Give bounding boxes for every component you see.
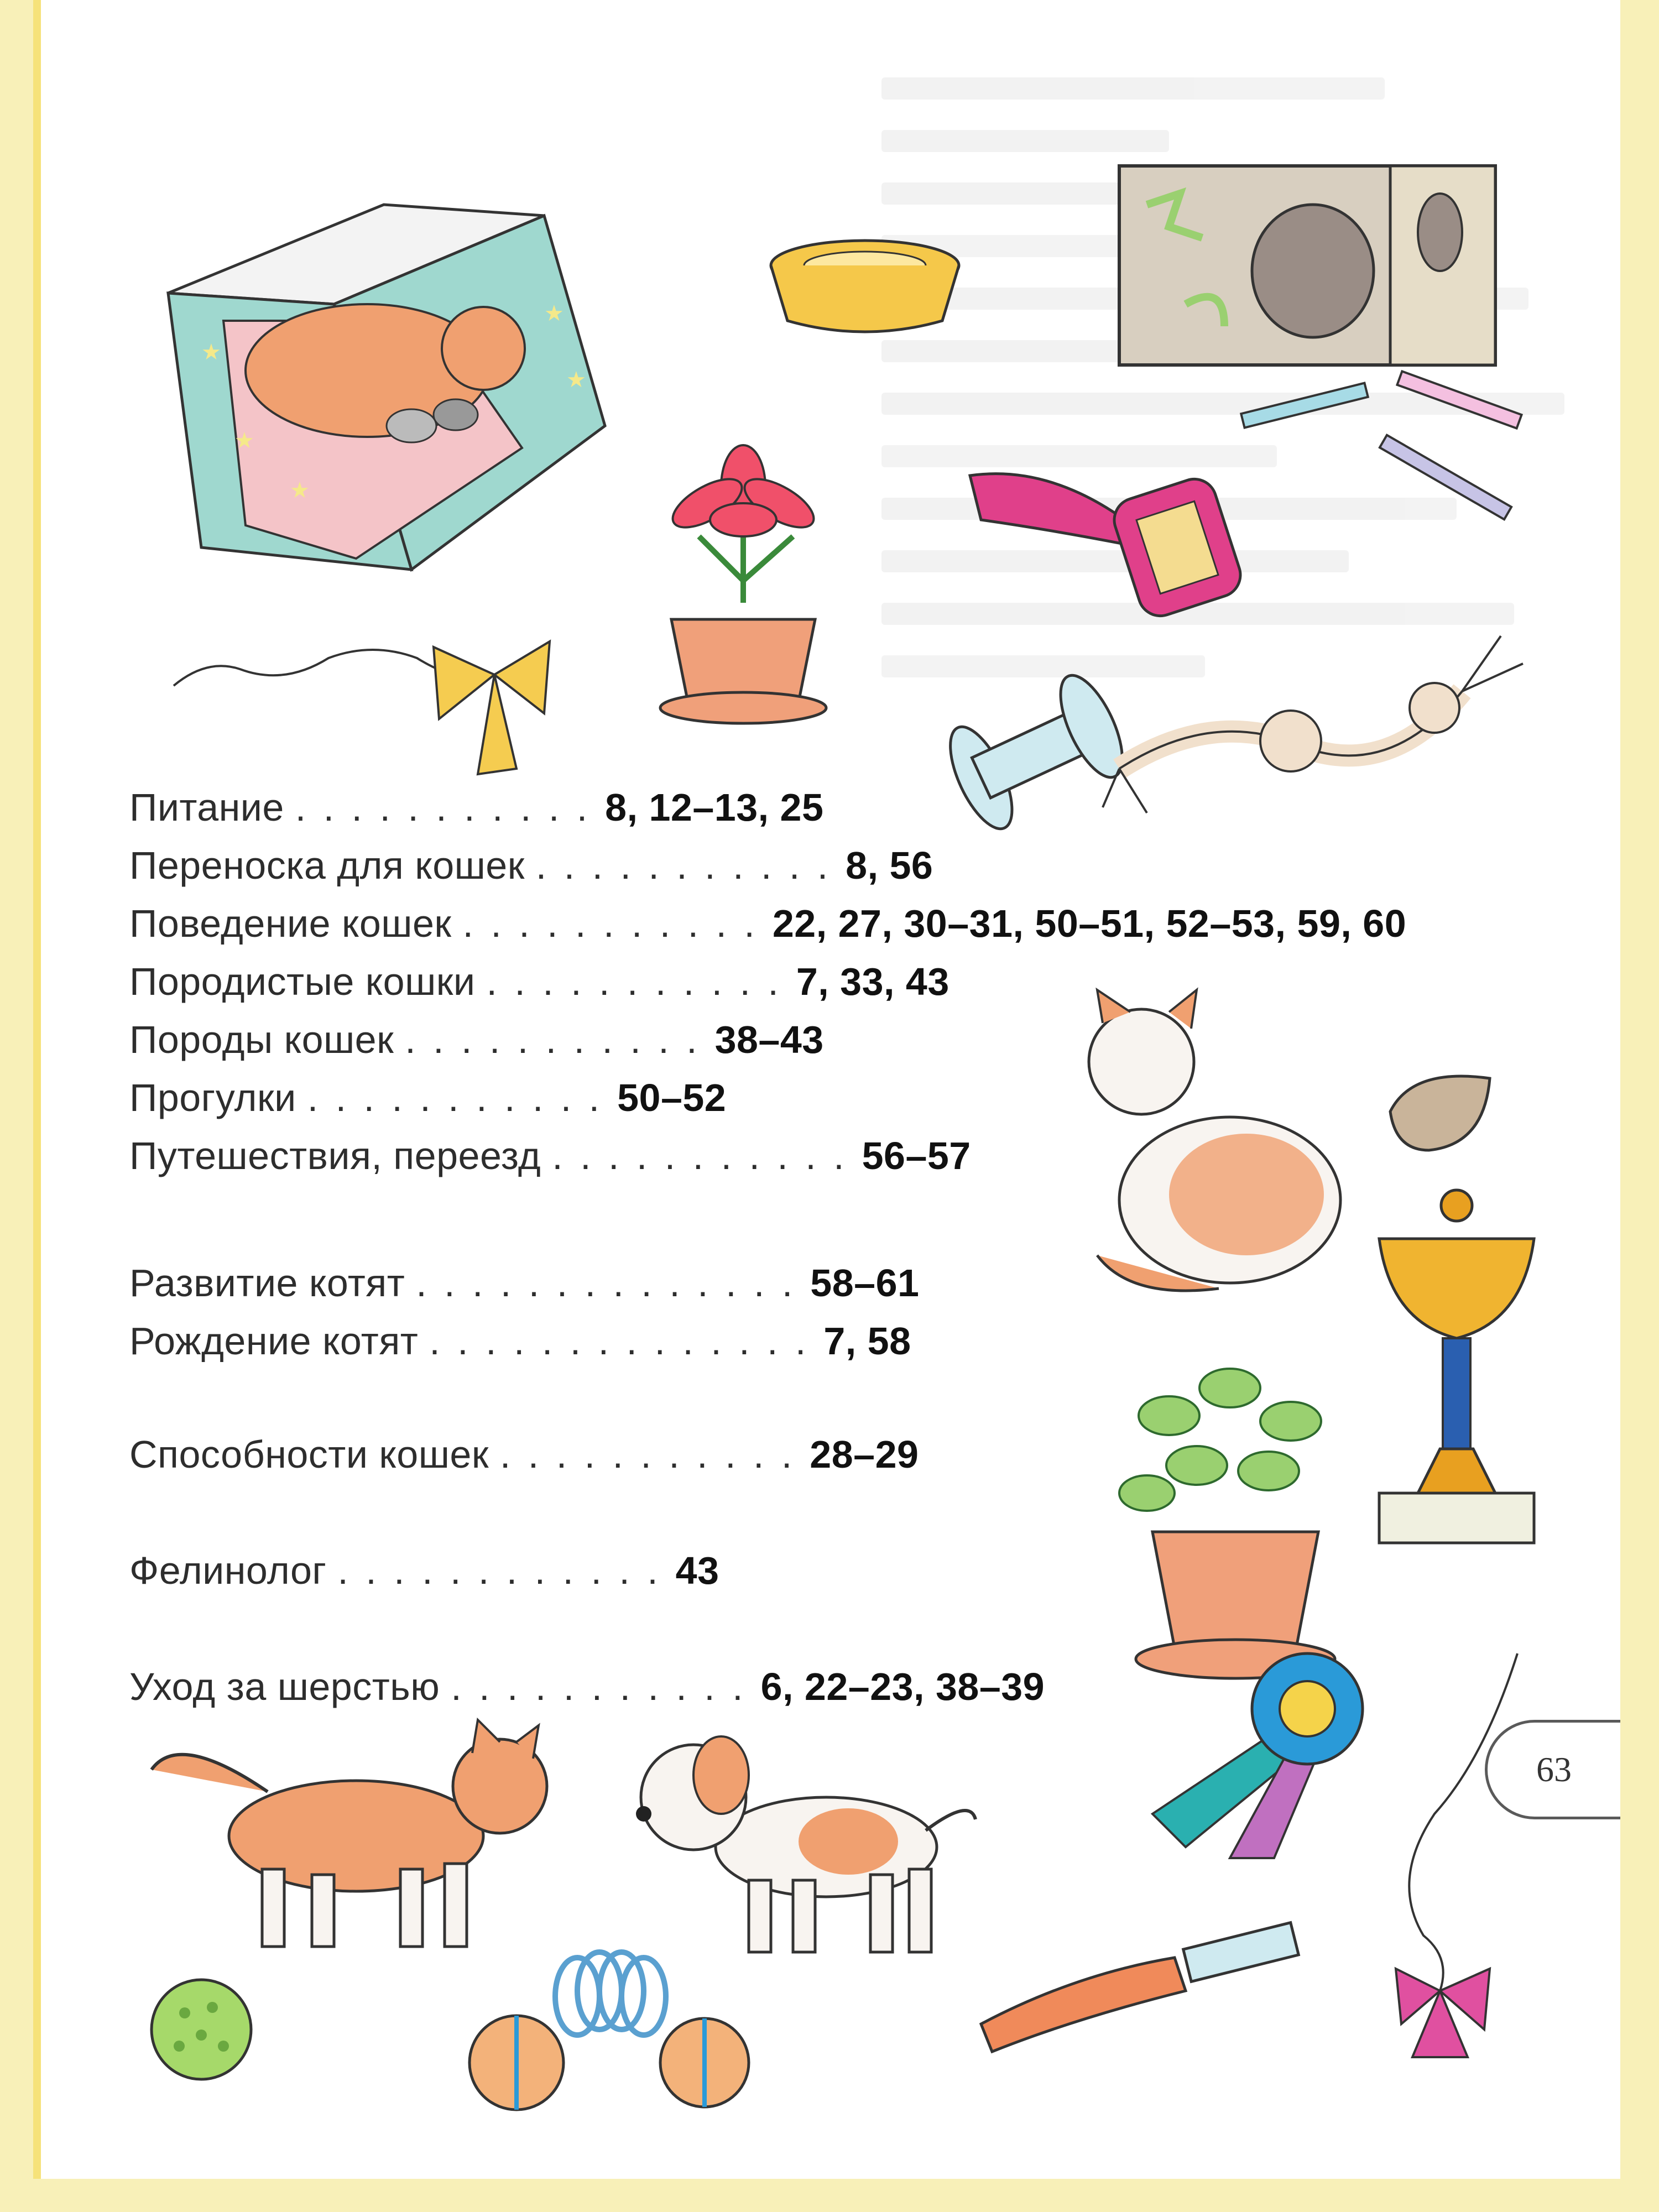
pencils-icon xyxy=(1230,376,1545,559)
index-term: Развитие котят xyxy=(129,1261,405,1305)
index-entry xyxy=(129,1432,919,1477)
index-pages: 22, 27, 30–31, 50–51, 52–53, 59, 60 xyxy=(772,902,1407,945)
brush-icon xyxy=(959,453,1246,630)
food-bowl-icon xyxy=(760,232,970,343)
index-pages: 50–52 xyxy=(617,1076,727,1119)
page-number: 63 xyxy=(1485,1720,1620,1819)
index-pages: 6, 22–23, 38–39 xyxy=(760,1665,1045,1708)
index-pages: 28–29 xyxy=(810,1433,919,1476)
dog-icon xyxy=(616,1731,981,1963)
index-entry xyxy=(129,1319,911,1363)
index-pages: 56–57 xyxy=(862,1134,971,1177)
nut-icon xyxy=(1379,1062,1501,1161)
svg-text:★: ★ xyxy=(234,429,254,453)
svg-text:★: ★ xyxy=(544,301,564,326)
leader-dots: . . . . . . . . . . . xyxy=(552,1134,848,1177)
spring-toy-icon xyxy=(467,1947,754,2112)
index-term: Путешествия, переезд xyxy=(129,1134,541,1177)
leader-dots: . . . . . . . . . . . xyxy=(486,960,782,1003)
comb-icon xyxy=(975,1908,1302,2063)
index-term: Уход за шерстью xyxy=(129,1665,440,1708)
cat-carrier-icon xyxy=(1114,160,1501,371)
washing-cat-icon xyxy=(1064,990,1357,1311)
index-entry xyxy=(129,785,823,830)
index-pages: 38–43 xyxy=(714,1018,824,1061)
book-page xyxy=(33,0,1620,2179)
trophy-icon xyxy=(1357,1183,1556,1548)
index-pages: 7, 33, 43 xyxy=(796,960,950,1003)
leader-dots: . . . . . . . . . . . xyxy=(295,786,591,829)
index-term: Переноска для кошек xyxy=(129,844,525,887)
index-entry xyxy=(129,959,950,1004)
index-entry xyxy=(129,1076,726,1120)
index-entry xyxy=(129,1134,971,1178)
index-term: Породистые кошки xyxy=(129,960,476,1003)
index-term: Прогулки xyxy=(129,1076,296,1119)
cat-bed-icon xyxy=(124,138,649,636)
bow-string-icon xyxy=(174,608,671,791)
index-entry xyxy=(129,1018,824,1062)
svg-text:★: ★ xyxy=(201,340,221,364)
index-entry xyxy=(129,1261,919,1305)
index-entry xyxy=(129,1548,719,1593)
index-pages: 7, 58 xyxy=(823,1319,911,1363)
index-entry xyxy=(129,901,1406,946)
rosette-icon xyxy=(1141,1648,1390,1869)
index-pages: 8, 56 xyxy=(846,844,933,887)
index-term: Способности кошек xyxy=(129,1433,489,1476)
leader-dots: . . . . . . . . . . . xyxy=(405,1018,701,1061)
svg-text:★: ★ xyxy=(290,478,310,503)
index-pages: 43 xyxy=(675,1549,719,1592)
leader-dots: . . . . . . . . . . . . . . xyxy=(429,1319,810,1363)
leader-dots: . . . . . . . . . . . . xyxy=(337,1549,661,1592)
index-term: Фелинолог xyxy=(129,1549,327,1592)
leader-dots: . . . . . . . . . . . . . . xyxy=(416,1261,796,1305)
index-entry xyxy=(129,1665,1045,1709)
index-pages: 58–61 xyxy=(810,1261,920,1305)
svg-text:★: ★ xyxy=(566,368,586,392)
leader-dots: . . . . . . . . . . . xyxy=(451,1665,747,1708)
leader-dots: . . . . . . . . . . . xyxy=(307,1076,603,1119)
ball-icon xyxy=(146,1974,257,2085)
index-term: Питание xyxy=(129,786,284,829)
index-entry xyxy=(129,843,933,888)
walking-cat-icon xyxy=(146,1725,566,1958)
leader-dots: . . . . . . . . . . . xyxy=(462,902,758,945)
ribbon-bow-icon xyxy=(1368,1648,1534,2068)
index-pages: 8, 12–13, 25 xyxy=(605,786,824,829)
leader-dots: . . . . . . . . . . . xyxy=(499,1433,796,1476)
rope-toy-icon xyxy=(1103,625,1528,835)
index-term: Поведение кошек xyxy=(129,902,452,945)
index-term: Породы кошек xyxy=(129,1018,394,1061)
index-term: Рождение котят xyxy=(129,1319,419,1363)
catnip-plant-icon xyxy=(1103,1349,1363,1692)
flower-pot-icon xyxy=(644,437,843,724)
leader-dots: . . . . . . . . . . . xyxy=(535,844,832,887)
